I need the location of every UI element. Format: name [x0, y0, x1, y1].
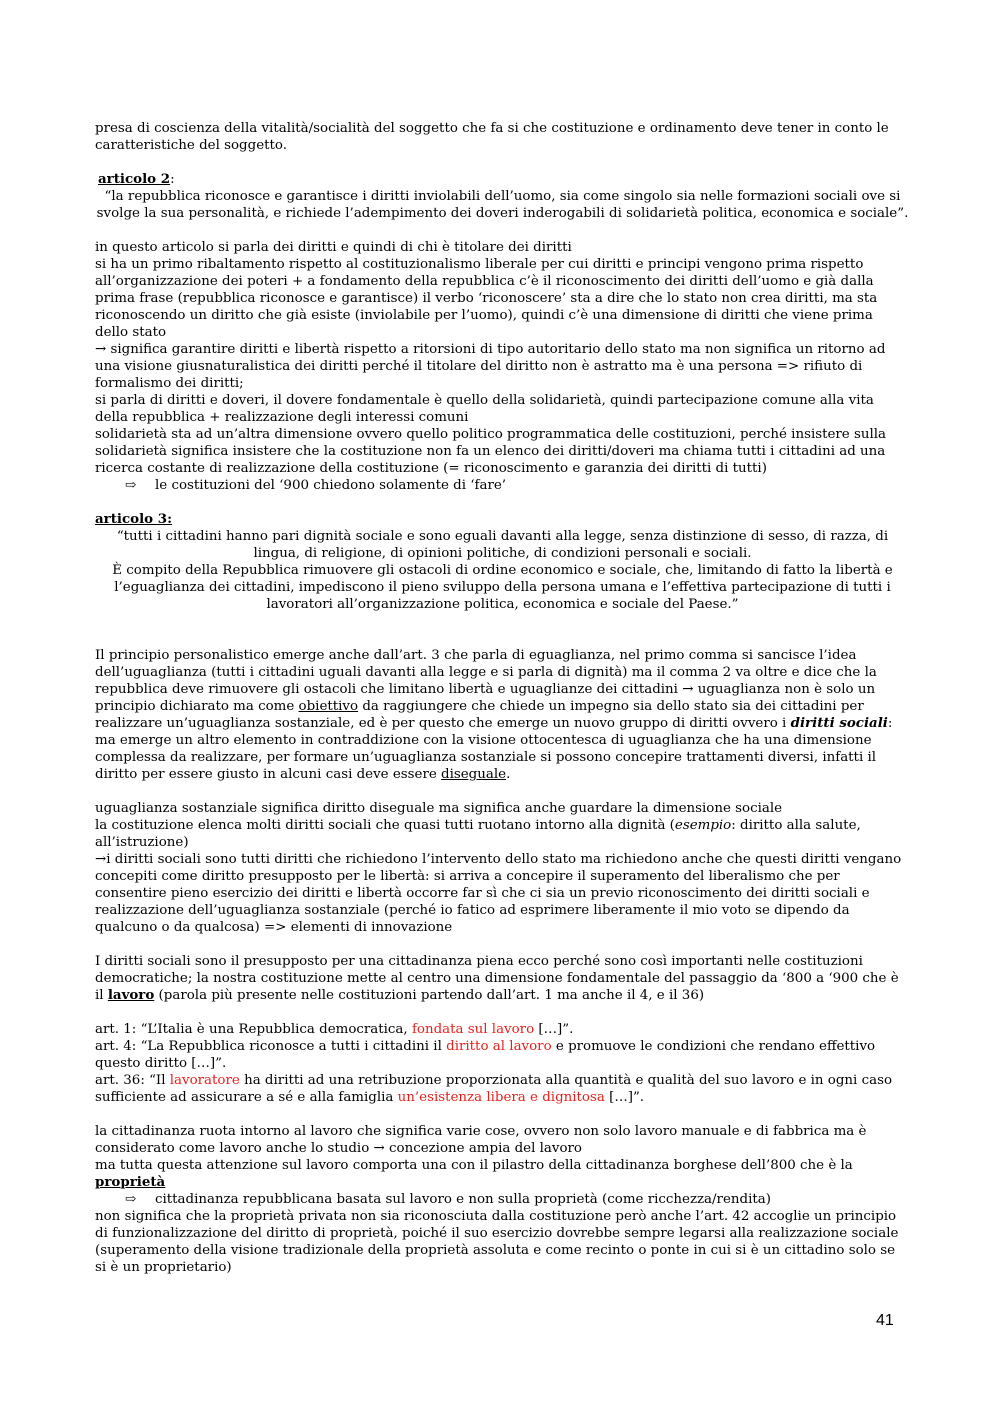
social-paragraph-3: →i diritti sociali sono tutti diritti che richiedono l’intervento dello stato ma richiedono anche che questi diritti vengano concepiti come diritto presupposto per le libertà: si arriva a concepire il superamento del liberalismo che per consentire pieno esercizio dei diritti e libertà occorre far sì che ci sia un previo riconoscimento dei diritti sociali e realizzazione dell’uguaglianza sostanziale (perché io fatico ad esprimere liberamente il mio voto se dipendo da qualcuno o da qualcosa) => elementi di innovazione	[95, 852, 902, 935]
quote-art36: art. 36: “Il lavoratore ha diritti ad una retribuzione proporzionata alla quantità e qualità del suo lavoro e in ogni caso sufficiente ad assicurare a sé e alla famiglia un’esistenza libera e dignitosa […]”.	[95, 1073, 893, 1105]
property-paragraph-1: la cittadinanza ruota intorno al lavoro che significa varie cose, ovvero non solo lavoro manuale e di fabbrica ma è considerato come lavoro anche lo studio → concezione ampia del lavoro	[95, 1124, 867, 1156]
art2-comment-4: si parla di diritti e doveri, il dovere fondamentale è quello della solidarietà, quindi partecipazione comune alla vita della repubblica + realizzazione degli interessi comuni	[95, 393, 874, 425]
quote-art1: art. 1: “L’Italia è una Repubblica democratica, fondata sul lavoro […]”.	[95, 1022, 574, 1037]
principle-paragraph: Il principio personalistico emerge anche dall’art. 3 che parla di eguaglianza, nel primo comma si sancisce l’idea dell’uguaglianza (tutti i cittadini uguali davanti alla legge e si parla di dignità) ma il comma 2 va oltre e dice che la repubblica deve rimuovere gli ostacoli che limitano libertà e uguaglianze dei cittadini → uguaglianza non è solo un principio dichiarato ma come obiettivo da raggiungere che chiede un impegno sia dello stato sia dei cittadini per realizzare un’uguaglianza sostanziale, ed è per questo che emerge un nuovo gruppo di diritti ovvero i diritti sociali: ma emerge un altro elemento in contraddizione con la visione ottocentesca di uguaglianza che ha una dimensione complessa da realizzare, per formare un’uguaglianza sostanziale si possono concepire trattamenti diversi, infatti il diritto per essere giusto in alcuni casi deve essere diseguale.	[95, 648, 893, 782]
property-paragraph-3: non significa che la proprietà privata non sia riconosciuta dalla costituzione però anche l’art. 42 accoglie un principio di funzionalizzazione del diritto di proprietà, poiché il suo esercizio dovrebbe sempre legarsi alla realizzazione sociale (superamento della visione tradizionale della proprietà assoluta e come recinto o ponte in cui si è un cittadino solo se si è un proprietario)	[95, 1209, 899, 1275]
social-paragraph-1: uguaglianza sostanziale significa diritto diseguale ma significa anche guardare la dimensione sociale	[95, 801, 783, 816]
quote-art4: art. 4: “La Repubblica riconosce a tutti i cittadini il diritto al lavoro e promuove le condizioni che rendano effettivo questo diritto […]”.	[95, 1039, 876, 1071]
social-paragraph-2: la costituzione elenca molti diritti sociali che quasi tutti ruotano intorno alla dignità (esempio: diritto alla salute, all’istruzione)	[95, 818, 861, 850]
list-item: ⇨ le costituzioni del ‘900 chiedono solamente di ‘fare’	[125, 478, 507, 493]
page-content	[95, 120, 910, 1276]
art3-heading: articolo 3:	[95, 511, 173, 527]
arrow-right-icon: ⇨	[125, 1192, 137, 1207]
page-number: 41	[876, 1312, 894, 1329]
intro-paragraph: presa di coscienza della vitalità/socialità del soggetto che fa si che costituzione e ordinamento deve tener in conto le caratteristiche del soggetto.	[95, 121, 889, 153]
arrow-right-icon: ⇨	[125, 478, 137, 493]
list-item: ⇨ cittadinanza repubblicana basata sul lavoro e non sulla proprietà (come ricchezza/rendita)	[125, 1192, 771, 1207]
work-paragraph: I diritti sociali sono il presupposto per una cittadinanza piena ecco perché sono così importanti nelle costituzioni democratiche; la nostra costituzione mette al centro una dimensione fondamentale del passaggio da ‘800 a ‘900 che è il lavoro (parola più presente nelle costituzioni partendo dall’art. 1 ma anche il 4, e il 36)	[95, 954, 899, 1003]
art2-heading: articolo 2	[98, 171, 171, 187]
art2-comment-1: in questo articolo si parla dei diritti e quindi di chi è titolare dei diritti	[95, 240, 572, 255]
art3-quote-2: È compito della Repubblica rimuovere gli ostacoli di ordine economico e sociale, che, limitando di fatto la libertà e l’eguaglianza dei cittadini, impediscono il pieno sviluppo della persona umana e l’effettiva partecipazione di tutti i lavoratori all’organizzazione politica, economica e sociale del Paese.”	[112, 563, 893, 612]
art2-comment-2: si ha un primo ribaltamento rispetto al costituzionalismo liberale per cui diritti e principi vengono prima rispetto all’organizzazione dei poteri + a fondamento della repubblica c’è il riconoscimento dei diritti dell’uomo e già dalla prima frase (repubblica riconosce e garantisce) il verbo ‘riconoscere’ sta a dire che lo stato non crea diritti, ma sta riconoscendo un diritto che già esiste (inviolabile per l’uomo), quindi c’è una dimensione di diritti che viene prima dello stato	[95, 257, 878, 340]
art2-quote: “la repubblica riconosce e garantisce i diritti inviolabili dell’uomo, sia come singolo sia nelle formazioni sociali ove si svolge la sua personalità, e richiede l’adempimento dei doveri inderogabili di solidarietà politica, economica e sociale”.	[96, 189, 909, 221]
property-paragraph-2: ma tutta questa attenzione sul lavoro comporta una con il pilastro della cittadinanza borghese dell’800 che è la proprietà	[95, 1158, 853, 1190]
art3-quote-1: “tutti i cittadini hanno pari dignità sociale e sono eguali davanti alla legge, senza distinzione di sesso, di razza, di lingua, di religione, di opinioni politiche, di condizioni personali e sociali.	[116, 529, 889, 561]
art2-comment-5: solidarietà sta ad un’altra dimensione ovvero quello politico programmatica delle costituzioni, perché insistere sulla solidarietà significa insistere che la costituzione non fa un elenco dei diritti/doveri ma chiama tutti i cittadini ad una ricerca costante di realizzazione della costituzione (= riconoscimento e garanzia dei diritti di tutti)	[95, 427, 887, 476]
art2-comment-3: → significa garantire diritti e libertà rispetto a ritorsioni di tipo autoritario dello stato ma non significa un ritorno ad una visione giusnaturalistica dei diritti perché il titolare del diritto non è astratto ma è una persona => rifiuto di formalismo dei diritti;	[95, 342, 886, 391]
art2-heading-line: articolo 2:	[98, 171, 175, 187]
